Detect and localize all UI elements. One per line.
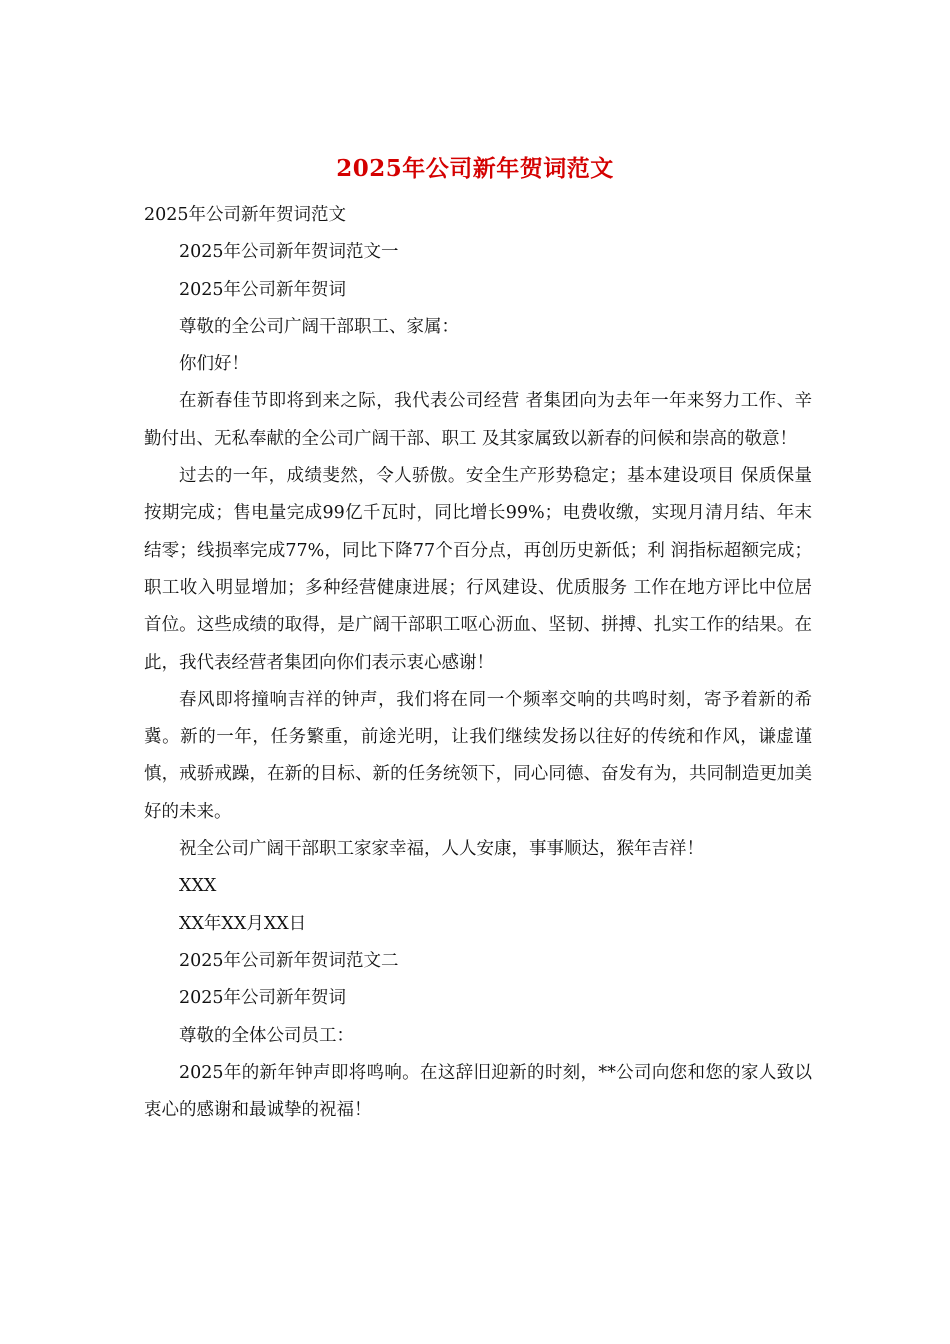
document-body bbox=[144, 197, 812, 1129]
paragraph-signature: XXX bbox=[179, 876, 217, 897]
paragraph-wishes: 祝全公司广阔干部职工家家幸福，人人安康，事事顺达，猴年吉祥！ bbox=[179, 839, 704, 860]
paragraph-greeting-title: 2025年公司新年贺词 bbox=[179, 988, 347, 1009]
paragraph-hello: 你们好！ bbox=[179, 354, 249, 375]
paragraph-salutation: 尊敬的全公司广阔干部职工、家属： bbox=[179, 316, 459, 337]
paragraph-section-one-title: 2025年公司新年贺词范文一 bbox=[179, 242, 399, 263]
paragraph-section-two-title: 2025年公司新年贺词范文二 bbox=[179, 950, 399, 971]
paragraph-date: XX年XX月XX日 bbox=[179, 913, 307, 934]
paragraph-body: 2025年的新年钟声即将鸣响。在这辞旧迎新的时刻，**公司向您和您的家人致以衷心的感谢和最诚挚的祝福！ bbox=[144, 1062, 812, 1121]
paragraph-body: 春风即将撞响吉祥的钟声，我们将在同一个频率交响的共鸣时刻，寄予着新的希冀。新的一年，任务繁重，前途光明，让我们继续发扬以往好的传统和作风，谦虚谨慎，戒骄戒躁，在新的目标、新的任务统领下，同心同德、奋发有为，共同制造更加美好的未来。 bbox=[144, 689, 812, 822]
paragraph-greeting-title: 2025年公司新年贺词 bbox=[179, 279, 347, 300]
paragraph-body: 过去的一年，成绩斐然，令人骄傲。安全生产形势稳定；基本建设项目 保质保量按期完成；售电量完成99亿千瓦时，同比增长99%；电费收缴，实现月清月结、年末结零；线损率完成77%，同比下降77个百分点，再创历史新低；利 润指标超额完成；职工收入明显增加；多种经营健康进展；行风建设、优质服务 工作在地方评比中位居首位。这些成绩的取得，是广阔干部职工呕心沥血、坚韧、拼搏、扎实工作的结果。在此，我代表经营者集团向你们表示衷心感谢！ bbox=[144, 466, 812, 673]
paragraph-body: 在新春佳节即将到来之际，我代表公司经营 者集团向为去年一年来努力工作、辛勤付出、无私奉献的全公司广阔干部、职工 及其家属致以新春的问候和崇高的敬意！ bbox=[144, 391, 812, 449]
document-title: 2025年公司新年贺词范文 bbox=[336, 155, 614, 182]
paragraph-salutation: 尊敬的全体公司员工： bbox=[179, 1025, 354, 1046]
paragraph-heading: 2025年公司新年贺词范文 bbox=[144, 205, 347, 225]
